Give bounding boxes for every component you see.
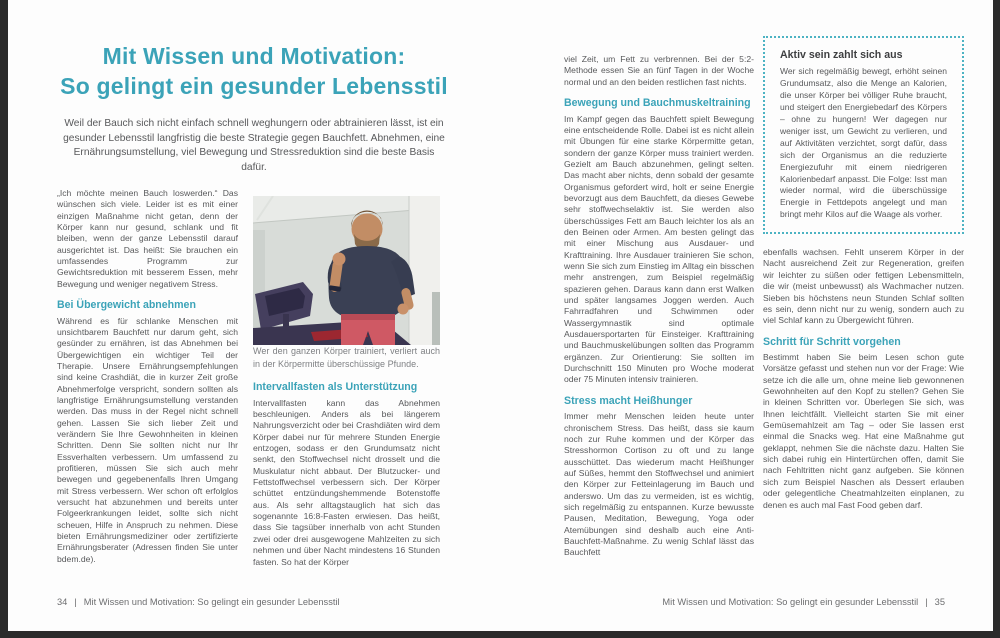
page-number: 34 <box>57 597 68 607</box>
page-spread <box>8 0 993 631</box>
left-page-footer <box>57 597 340 607</box>
right-page <box>500 0 993 631</box>
page-title <box>8 42 500 101</box>
section-heading-schritt: Schritt für Schritt vorgehen <box>763 335 901 348</box>
info-box-text: Wer sich regelmäßig bewegt, erhöht seinen Grundumsatz, also die Menge an Kalorien, die unser Körper bei völliger Ruhe braucht, und steigert den Energiebedarf des Körpers – ohne zu hungern! Wer dagegen nur weniger isst, um Gewicht zu verlieren, und auf Aktivitäten verzichtet, sorgt dafür, dass sich der Organismus an die reduzierte Energiezufuhr mit einem niedrigeren Kalorienbedarf anpasst. Die Folge: Isst man wieder normal, wird die überschüssige Energie in Fettdepots angelegt und man bringt mehr Kilos auf die Waage als vorher. <box>780 66 947 220</box>
title-line-1: Mit Wissen und Motivation: <box>102 43 406 69</box>
treadmill-photo <box>253 196 440 345</box>
title-line-2: So gelingt ein gesunder Lebensstil <box>60 72 448 99</box>
right-page-footer <box>662 597 945 607</box>
paragraph: Intervallfasten kann das Abnehmen beschleunigen. Anders als bei längerem Nahrungsverzicht oder bei Crashdiäten wird dem Körper dabei nur für mehrere Stunden Energie entzogen, sodass er den Grundumsatz nicht senkt, den Stoffwechsel nicht drosselt und die Muskulatur nicht abbaut. Der Blutzucker- und Fettstoffwechsel verbessern sich. Der Körper schüttet entzündungshemmende Botenstoffe aus. Als sehr alltagstauglich hat sich das sogenannte 16:8-Fasten erwiesen. Das heißt, dass Sie tagsüber innerhalb von acht Stunden zwei oder drei ausgewogene Mahlzeiten zu sich nehmen und über Nacht mindestens 16 Stunden fasten. So hat der Körper <box>253 397 440 567</box>
photo-caption: Wer den ganzen Körper trainiert, verliert auch in der Körpermitte überschüssige Pfunde. <box>253 346 440 369</box>
treadmill-photo-illustration <box>253 196 440 345</box>
section-heading-bewegung: Bewegung und Bauchmuskeltraining <box>564 97 751 110</box>
left-page-column-1 <box>57 188 238 565</box>
section-heading-intervallfasten: Intervallfasten als Unterstützung <box>253 381 418 394</box>
paragraph: Immer mehr Menschen leiden heute unter chronischem Stress. Das heißt, dass sie kaum noch zur Ruhe kommen und der Körper das Stresshormon Cortison zu oft und zu lange ausschüttet. Das wiederum macht Heißhunger auf Süßes, hemmt den Stoffwechsel und animiert den Körper zur Fetteinlagerung im Bauch und anderswo. Um das zu vermeiden, ist es wichtig, sich regelmäßig zu entspannen. Kurze bewusste Pausen, Meditation, Bewegung, Yoga oder Atemübungen sind deshalb auch eine Anti-Bauchfett-Maßnahme. Zu wenig Schlaf lässt das Bauchfett <box>564 411 754 558</box>
footer-chapter-title: Mit Wissen und Motivation: So gelingt ein gesunder Lebensstil <box>662 597 919 607</box>
info-box <box>763 36 964 234</box>
right-page-column-2 <box>763 36 964 511</box>
paragraph: Während es für schlanke Menschen mit unsichtbarem Bauchfett nur darum geht, sich gesünder zu ernähren, ist das Abnehmen bei Übergewichtigen ein wichtiger Teil der Therapie. Unsere Ernährungsempfehlungen sind keine Crashdiät, die in kurzer Zeit große Abnehmerfolge verspricht, sondern sollten als langfristige Ernährungsumstellung verstanden werden. Das muss in der Regel nicht schnell gehen. Lassen Sie sich lieber Zeit und verändern Sie Ihre Gewohnheiten in kleinen Schritten. Denn Sie sollten nicht nur Ihr Essverhalten verbessern. Um umfassend zu profitieren, müssen Sie sich auch mehr bewegen und gegebenenfalls Ihren Umgang mit Stress verbessern. Wer schon oft erfolglos versucht hat abzunehmen und bereits unter Folgeerkrankungen leidet, sollte sich nicht scheuen, Hilfe in Anspruch zu nehmen. Diese bieten Ernährungsmediziner oder zertifizierte Ernährungsberater (Adressen finden Sie unter bdem.de). <box>57 315 238 564</box>
footer-chapter-title: Mit Wissen und Motivation: So gelingt ein gesunder Lebensstil <box>83 597 340 607</box>
page-number: 35 <box>934 597 945 607</box>
section-heading-abnehmen: Bei Übergewicht abnehmen <box>57 299 196 312</box>
left-page <box>8 0 500 631</box>
paragraph: Bestimmt haben Sie beim Lesen schon gute Vorsätze gefasst und stehen nun vor der Frage: Wie setze ich die alle um, ohne meine lieb gewonnenen Gewohnheiten auf den Kopf zu stellen? Gehen Sie in kleinen Schritten vor. Überlegen Sie sich, was Ihnen leichtfällt. Vielleicht starten Sie mit einer Gemüsemahlzeit am Tag – oder Sie lassen erst einmal die Snacks weg. Hat eine Maßnahme gut geklappt, nehmen Sie die nächste dazu. Halten Sie sich dabei ruhig ein Hintertürchen offen, damit Sie nach Fehltritten nicht ganz aufgeben. Sie können sich zum Beispiel Naschen als Dessert erlauben oder gelegentliche Cheatmahlzeiten einplanen, zu denen es auch mal Fast Food geben darf. <box>763 352 964 510</box>
right-page-column-1 <box>564 54 754 559</box>
footer-separator: | <box>925 597 928 607</box>
paragraph: ebenfalls wachsen. Fehlt unserem Körper in der Nacht ausreichend Zeit zur Regeneration, greifen wir leichter zu süßen oder fettigen Lebensmitteln, die wir (meist unbewusst) als Wachmacher nutzen. Sieben bis höchstens neun Stunden Schlaf sollten es sein, denn nicht nur zu wenig, sondern auch zu viel Schlaf kann zu Übergewicht führen. <box>763 247 964 326</box>
intro-text: Weil der Bauch sich nicht einfach schnell weghungern oder abtrainieren lässt, ist ein gesunder Lebensstil langfristig die beste Strategie gegen Bauchfett. Abnehmen, eine Ernährungsumstellung, viel Bewegung und Stressreduktion sind die beste Basis dafür. <box>63 118 445 173</box>
paragraph: „Ich möchte meinen Bauch loswerden.“ Das wünschen sich viele. Leider ist es mit einer einzigen Maßnahme nicht getan, denn der Körper kann nur gesund, schlank und fit bleiben, wenn der ganze Lebensstil darauf ausgerichtet ist. Das heißt: Sie brauchen ein umfassendes Programm zur Gewichtsreduktion mit besserem Essen, mehr Bewegung und weniger negativem Stress. <box>57 188 238 289</box>
paragraph: viel Zeit, um Fett zu verbrennen. Bei der 5:2-Methode essen Sie an fünf Tagen in der Woche normal und an den beiden restlichen fast nichts. <box>564 54 754 87</box>
section-heading-stress: Stress macht Heißhunger <box>564 394 693 407</box>
info-box-title: Aktiv sein zahlt sich aus <box>780 49 903 61</box>
footer-separator: | <box>74 597 77 607</box>
left-page-column-2 <box>253 196 440 568</box>
paragraph: Im Kampf gegen das Bauchfett spielt Bewegung eine entscheidende Rolle. Dabei ist es nicht allein mit Übungen für eine starke Körpermitte getan, sondern der ganze Körper muss trainiert werden. Gezielt am Bauch abzunehmen, gelingt selten. Das macht aber nichts, denn sobald der gesamte Organismus gefordert wird, holt er seine Energie bevorzugt aus dem Bauchfett, da dieses Gewebe sehr stoffwechselaktiv ist. Sie werden also überschüssiges Fett am Bauch leichter los als an den Beinen oder Armen. Am besten gelingt das mit einer Mischung aus Ausdauer- und Krafttraining. Ihre Ausdauer trainieren Sie schon, wenn Sie sich zum Einstieg im Alltag ein bisschen mehr anstrengen, zum Beispiel regelmäßig spazieren gehen. Daraus kann dann erst Walken und später langsames Joggen werden. Auch Fahrradfahren und Schwimmen oder Wassergymnastik sind optimale Ausdauersportarten für Einsteiger. Krafttraining und Bauchmuskelübungen sollten das Programm ergänzen. Zur Orientierung: Sie sollten im Durchschnitt 150 Minuten pro Woche moderat oder 75 Minuten intensiv trainieren. <box>564 113 754 385</box>
